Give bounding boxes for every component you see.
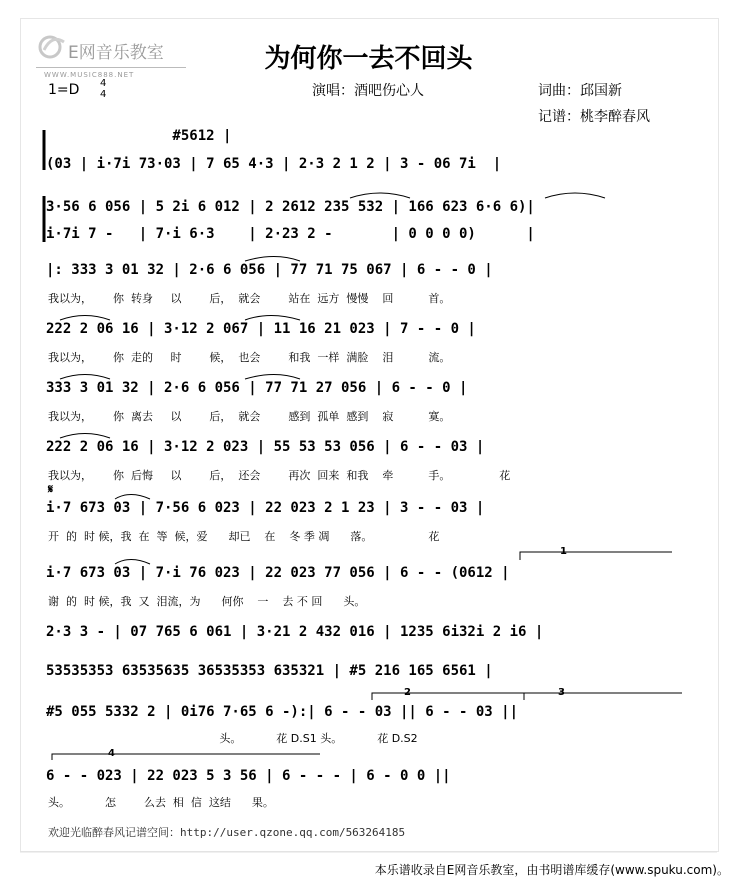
singer-credit: 演唱：酒吧伤心人	[312, 83, 424, 99]
song-title: 为何你一去不回头	[264, 44, 473, 74]
segno-sign: 𝄋	[48, 482, 54, 496]
notation-row: |: 333 3 01 32 | 2·6 6 056 | 77 71 75 067 | 6 - - 0 |	[46, 262, 493, 278]
lyric-line: 我以为， 你 转身 以 后， 就会 站在 远方 慢慢 回 首。	[48, 292, 451, 305]
key-signature: 1=D	[48, 82, 80, 98]
notation-row: i·7 673 03 | 7·i 76 023 | 22 023 77 056 | 6 - - (0612 |	[46, 565, 510, 581]
notation-row: 222 2 06 16 | 3·12 2 023 | 55 53 53 056 | 6 - - 03 |	[46, 439, 485, 455]
volta-4-number: 4	[108, 748, 115, 759]
lyric-line: 头。 花 D.S1 头。 花 D.S2	[48, 732, 418, 745]
time-signature-bottom: 4	[100, 89, 107, 100]
notation-row: (03 | i·7i 73·03 | 7 65 4·3 | 2·3 2 1 2 | 3 - 06 7i |	[46, 156, 502, 172]
volta-3-number: 3	[558, 687, 565, 698]
notation-row: 222 2 06 16 | 3·12 2 067 | 11 16 21 023 | 7 - - 0 |	[46, 321, 476, 337]
time-signature	[100, 78, 106, 100]
notation-row: 3·56 6 056 | 5 2i 6 012 | 2 2612 235 532 | 166 623 6·6 6)|	[46, 199, 535, 215]
notation-row: #5 055 5332 2 | 0i76 7·65 6 -):| 6 - - 03 || 6 - - 03 ||	[46, 704, 519, 720]
notation-row: 53535353 63535635 36535353 635321 | #5 216 165 6561 |	[46, 663, 493, 679]
site-logo-text: E网音乐教室	[68, 43, 164, 63]
volta-2-number: 2	[404, 687, 411, 698]
notation-row: 333 3 01 32 | 2·6 6 056 | 77 71 27 056 | 6 - - 0 |	[46, 380, 468, 396]
lyric-line: 头。 怎 么去 相 信 这结 果。	[48, 796, 274, 809]
volta-1-number: 1	[560, 546, 567, 557]
notation-row: i·7i 7 - | 7·i 6·3 | 2·23 2 - | 0 0 0 0) |	[46, 226, 535, 242]
lyric-line: 我以为， 你 离去 以 后， 就会 感到 孤单 感到 寂 寞。	[48, 410, 451, 423]
site-url: WWW.MUSIC888.NET	[44, 71, 135, 79]
notation-row: 6 - - 023 | 22 023 5 3 56 | 6 - - - | 6 - 0 0 ||	[46, 768, 451, 784]
lyric-line: 开 的 时 候，我 在 等 候，爱 却已 在 冬 季 凋 落。 花	[48, 530, 440, 543]
notation-row: #5612 |	[46, 128, 232, 144]
lyricist-credit: 词曲：邱国新	[538, 83, 622, 99]
notator-credit: 记谱：桃李醉春风	[538, 109, 650, 125]
lyric-line: 我以为， 你 走的 时 候， 也会 和我 一样 满脸 泪 流。	[48, 351, 451, 364]
lyric-line: 谢 的 时 候，我 又 泪流，为 何你 一 去 不 回 头。	[48, 595, 366, 608]
notation-row: i·7 673 03 | 7·56 6 023 | 22 023 2 1 23 | 3 - - 03 |	[46, 500, 485, 516]
lyric-line: 我以为， 你 后悔 以 后， 还会 再次 回来 和我 牵 手。 花	[48, 469, 511, 482]
source-note: 本乐谱收录自E网音乐教室，由书明谱库缓存(www.spuku.com)。	[374, 863, 729, 877]
notation-row: 2·3 3 - | 07 765 6 061 | 3·21 2 432 016 | 1235 6i32i 2 i6 |	[46, 624, 544, 640]
footer-link-text: 欢迎光临醉春风记谱空间：http://user.qzone.qq.com/563264185	[48, 826, 406, 839]
time-signature-top: 4	[100, 78, 107, 89]
